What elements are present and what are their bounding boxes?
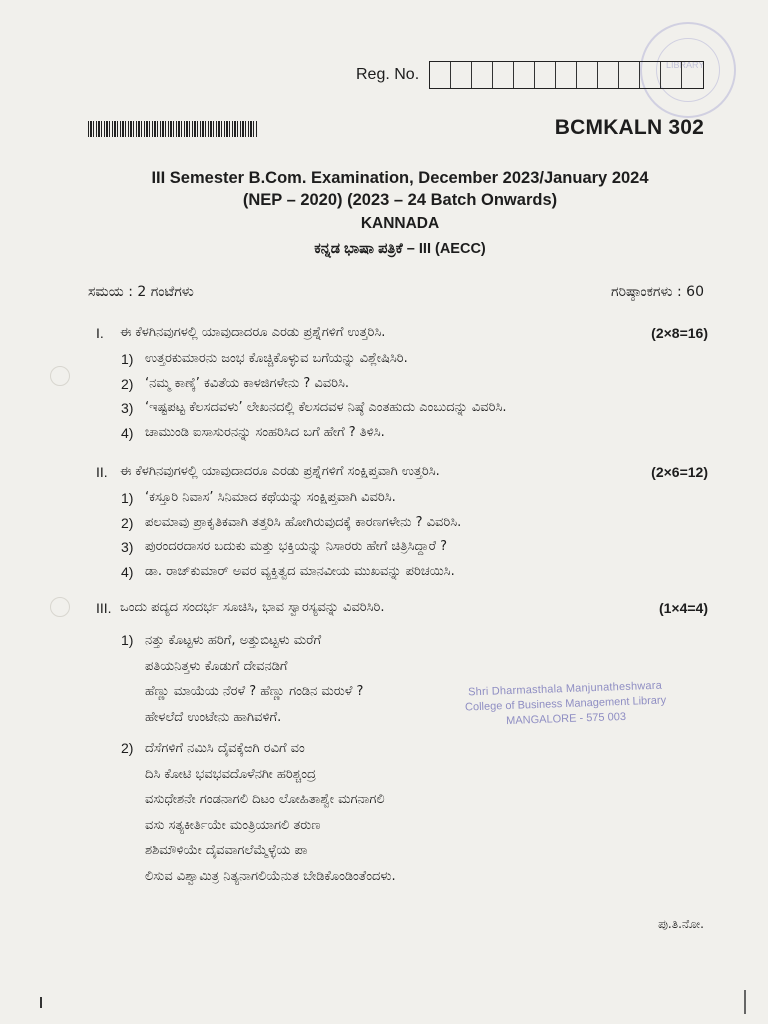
exam-subject: KANNADA: [360, 215, 440, 232]
section-instruction: ಒಂದು ಪದ್ಯದ ಸಂದರ್ಭ ಸೂಚಿಸಿ, ಭಾವ ಸ್ವಾರಸ್ಯವನ್ನು ವಿವರಿಸಿರಿ.: [120, 600, 385, 615]
poem-line: ವಸು ಸತ್ಯಕೀರ್ತಿಯೇ ಮಂತ್ರಿಯಾಗಲಿ ತರುಣ: [145, 817, 321, 833]
reg-no-boxes[interactable]: [429, 61, 704, 89]
reg-no-digit-box[interactable]: [472, 62, 493, 88]
exam-batch: (NEP – 2020) (2023 – 24 Batch Onwards): [242, 191, 558, 209]
poem-line: ನತ್ತು ಕೊಟ್ಟಳು ಹರಿಗೆ, ಅತ್ತುಬಿಟ್ಟಳು ಮರೆಗೆ: [145, 633, 322, 648]
section-3: [96, 598, 708, 889]
poem-line: ಶಶಿಮೌಳಿಯೇ ದೈವವಾಗಲೆಮ್ಮೆಳ್ಳೆಯ ಪಾ: [145, 843, 308, 858]
section-1: [96, 323, 708, 445]
reg-no-digit-box[interactable]: [493, 62, 514, 88]
punch-hole-mark: [50, 366, 70, 386]
reg-no-digit-box[interactable]: [430, 62, 451, 88]
please-turn-over: ಪು.ತಿ.ನೋ.: [658, 917, 704, 931]
seal-text: LIBRARY: [666, 60, 705, 70]
poem-line: ದಿಸಿ ಕೋಟಿ ಭವಭವದೊಳೆನಗೀ ಹರಿಶ್ಚಂದ್ರ: [145, 766, 316, 782]
poem-item: 2) ದೆಸೆಗಳಿಗೆ ನಮಿಸಿ ದೈವಕ್ಕೆಱಗಿ ರವಿಗೆ ವಂ ದಿಸಿ ಕೋಟಿ ಭವಭವದೊಳೆನಗೀ ಹರಿಶ್ಚಂದ್ರ ವಸುಧೇಶನೇ ಗಂಡನಾಗಲಿ ದಿಟಂ ಲೋಹಿತಾಶ್ವೇ ಮಗನಾಗಲಿ ವಸು ಸತ್ಯಕೀರ್ತಿಯೇ ಮಂತ್ರಿಯಾಗಲಿ ತರುಣ ಶಶಿಮೌಳಿಯೇ ದೈವವಾಗಲೆಮ್ಮೆಳ್ಳೆಯ ಪಾ ಲಿಸುವ ವಿಶ್ವಾಮಿತ್ರ ನಿತ್ಯನಾಗಲಿಯೆನುತ ಬೇಡಿಕೊಂಡಿಂತೆಂದಳು.: [121, 736, 708, 889]
poem-item: 1) ನತ್ತು ಕೊಟ್ಟಳು ಹರಿಗೆ, ಅತ್ತುಬಿಟ್ಟಳು ಮರೆಗೆ ಪತಿಯನಿತ್ತಳು ಕೊಡುಗೆ ದೇವನಡಿಗೆ ಹೆಣ್ಣು ಮಾಯೆಯ ನೆರಳೆ ? ಹೆಣ್ಣು ಗಂಡಿನ ಮರುಳೆ ? ಹೇಳಲೆದೆ ಉಂಟೇನು ಹಾಗಿವಳಿಗೆ.: [121, 628, 708, 730]
section-number: III.: [96, 600, 112, 616]
section-marks: (1×4=4): [658, 600, 708, 616]
question-item: 3) ಪುರಂದರದಾಸರ ಬದುಕು ಮತ್ತು ಭಕ್ತಿಯನ್ನು ನಿಸಾರರು ಹೇಗೆ ಚಿತ್ರಿಸಿದ್ದಾರೆ ?: [121, 539, 448, 555]
section-number: II.: [96, 464, 108, 480]
section-2: [96, 462, 708, 584]
poem-line: ಹೇಳಲೆದೆ ಉಂಟೇನು ಹಾಗಿವಳಿಗೆ.: [145, 709, 282, 725]
reg-no-digit-box[interactable]: [682, 62, 703, 88]
reg-no-digit-box[interactable]: [619, 62, 640, 88]
question-item: 4) ಚಾಮುಂಡಿ ಐಸಾಸುರನನ್ನು ಸಂಹರಿಸಿದ ಬಗೆ ಹೇಗೆ ? ತಿಳಿಸಿ.: [121, 424, 385, 441]
course-code: BCMKALN 302: [554, 116, 704, 139]
poem-line: ಪತಿಯನಿತ್ತಳು ಕೊಡುಗೆ ದೇವನಡಿಗೆ: [145, 658, 288, 674]
barcode: [88, 121, 258, 137]
exam-paper-name: ಕನ್ನಡ ಭಾಷಾ ಪತ್ರಿಕೆ – III (AECC): [314, 241, 486, 257]
exam-max-marks: ಗರಿಷ್ಠಾಂಕಗಳು : 60: [611, 284, 704, 300]
reg-no-label: Reg. No.: [356, 66, 420, 83]
question-item: 1) ಉತ್ತರಕುಮಾರನು ಜಂಭ ಕೊಚ್ಚಿಕೊಳ್ಳುವ ಬಗೆಯನ್ನು ವಿಶ್ಲೇಷಿಸಿರಿ.: [121, 351, 408, 367]
reg-no-digit-box[interactable]: [577, 62, 598, 88]
poem-line: ದೆಸೆಗಳಿಗೆ ನಮಿಸಿ ದೈವಕ್ಕೆಱಗಿ ರವಿಗೆ ವಂ: [145, 741, 305, 756]
question-item: 1) ‘ಕಸ್ತೂರಿ ನಿವಾಸ’ ಸಿನಿಮಾದ ಕಥೆಯನ್ನು ಸಂಕ್ಷಿಪ್ತವಾಗಿ ವಿವರಿಸಿ.: [121, 490, 396, 506]
college-library-stamp: Shri Dharmasthala Manjunatheshwara College of Business Management Library MANGALORE - 575 003: [464, 679, 667, 728]
reg-no-digit-box[interactable]: [535, 62, 556, 88]
reg-no-digit-box[interactable]: [640, 62, 661, 88]
section-number: I.: [96, 325, 104, 341]
section-instruction: ಈ ಕೆಳಗಿನವುಗಳಲ್ಲಿ ಯಾವುದಾದರೂ ಎರಡು ಪ್ರಶ್ನೆಗಳಿಗೆ ಸಂಕ್ಷಿಪ್ತವಾಗಿ ಉತ್ತರಿಸಿ.: [120, 464, 440, 479]
question-item: 3) ‘ಇಷ್ಟಪಟ್ಟ ಕೆಲಸದವಳು’ ಲೇಖನದಲ್ಲಿ ಕೆಲಸದವಳ ನಿಷ್ಠೆ ಎಂತಹುದು ಎಂಬುದನ್ನು ವಿವರಿಸಿ.: [121, 400, 507, 416]
question-item: 4) ಡಾ. ರಾಜ್‌ಕುಮಾರ್ ಅವರ ವ್ಯಕ್ತಿತ್ವದ ಮಾನವೀಯ ಮುಖವನ್ನು ಪರಿಚಯಿಸಿ.: [121, 563, 455, 580]
reg-no-field: [356, 61, 704, 89]
poem-line: ಹೆಣ್ಣು ಮಾಯೆಯ ನೆರಳೆ ? ಹೆಣ್ಣು ಗಂಡಿನ ಮರುಳೆ ?: [145, 684, 364, 699]
exam-duration: ಸಮಯ : 2 ಗಂಟೆಗಳು: [88, 284, 194, 300]
section-marks: (2×8=16): [651, 325, 708, 341]
punch-hole-mark: [50, 597, 70, 617]
question-item: 2) ಪಲಮಾವು ಪ್ರಾಕೃತಿಕವಾಗಿ ತತ್ತರಿಸಿ ಹೋಗಿರುವುದಕ್ಕೆ ಕಾರಣಗಳೇನು ? ವಿವರಿಸಿ.: [121, 514, 462, 531]
section-marks: (2×6=12): [651, 464, 708, 480]
section-instruction: ಈ ಕೆಳಗಿನವುಗಳಲ್ಲಿ ಯಾವುದಾದರೂ ಎರಡು ಪ್ರಶ್ನೆಗಳಿಗೆ ಉತ್ತರಿಸಿ.: [120, 325, 386, 340]
reg-no-digit-box[interactable]: [514, 62, 535, 88]
poem-line: ಲಿಸುವ ವಿಶ್ವಾಮಿತ್ರ ನಿತ್ಯನಾಗಲಿಯೆನುತ ಬೇಡಿಕೊಂಡಿಂತೆಂದಳು.: [145, 868, 396, 884]
exam-title-block: [0, 167, 768, 262]
exam-title: III Semester B.Com. Examination, December 2023/January 2024: [151, 169, 649, 187]
margin-mark: [40, 997, 42, 1008]
reg-no-digit-box[interactable]: [598, 62, 619, 88]
poem-line: ವಸುಧೇಶನೇ ಗಂಡನಾಗಲಿ ದಿಟಂ ಲೋಹಿತಾಶ್ವೇ ಮಗನಾಗಲಿ: [145, 792, 385, 807]
reg-no-digit-box[interactable]: [556, 62, 577, 88]
reg-no-digit-box[interactable]: [661, 62, 682, 88]
page-edge-mark: [744, 990, 746, 1014]
question-item: 2) ‘ನಮ್ಮ ಕಾಣ್ಕೆ’ ಕವಿತೆಯ ಕಾಳಜಿಗಳೇನು ? ವಿವರಿಸಿ.: [121, 375, 350, 392]
reg-no-digit-box[interactable]: [451, 62, 472, 88]
